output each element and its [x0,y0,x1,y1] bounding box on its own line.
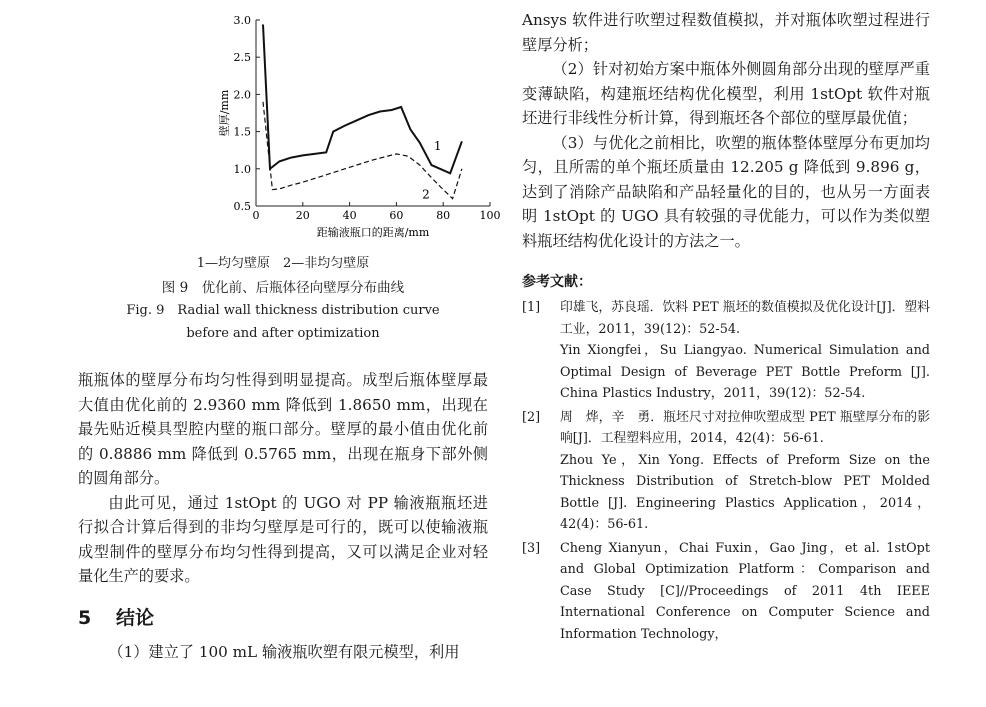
references-title: 参考文献： [522,274,592,290]
x-tick-label: 0 [252,209,260,222]
left-paragraph-2: 由此可见，通过 1stOpt 的 UGO 对 PP 输液瓶瓶坯进行拟合计算后得到的非均匀壁厚是可行的，既可以使输液瓶成型制件的壁厚分布均匀性得到提高，又可以满足企业对轻量化生产的要求。 [78,493,488,585]
figure-caption-cn: 图 9 优化前、后瓶体径向壁厚分布曲线 [161,280,405,296]
reference-item [522,407,930,536]
figure-caption-en-2: before and after optimization [186,326,380,341]
x-tick-label: 20 [295,209,310,222]
x-axis-label: 距输液瓶口的距离/mm [316,226,430,238]
left-paragraph-3: （1）建立了 100 mL 输液瓶吹塑有限元模型，利用 [108,642,460,661]
y-tick-label: 1.5 [233,125,251,139]
references-list [522,297,930,645]
reference-text: Yin Xiongfei，Su Liangyao. Numerical Simulation and Optimal Design of Beverage PET Bottle Preform [J]. China Plastics Industry，2011，39(12)：52-54. [560,343,930,401]
reference-body [560,538,930,646]
series-2-annotation: 2 [422,187,430,202]
left-paragraph-1: 瓶瓶体的壁厚分布均匀性得到明显提高。成型后瓶体壁厚最大值由优化前的 2.9360 mm 降低到 1.8650 mm，出现在最先贴近模具型腔内壁的瓶口部分。壁厚的最小值由优化前的 0.8886 mm 降低到 0.5765 mm，出现在瓶身下部外侧的圆角部分。 [78,371,488,487]
section-title: 结论 [116,606,155,629]
x-tick-label: 80 [436,209,451,222]
right-paragraph-1: Ansys 软件进行吹塑过程数值模拟，并对瓶体吹塑过程进行壁厚分析； [522,11,930,54]
reference-text: 周 烨，辛 勇．瓶坯尺寸对拉伸吹塑成型 PET 瓶壁厚分布的影响[J]．工程塑料应用，2014，42(4)：56-61. [560,409,930,446]
y-tick-label: 3.0 [233,14,251,27]
right-paragraph-2: （2）针对初始方案中瓶体外侧圆角部分出现的壁厚严重变薄缺陷，构建瓶坯结构优化模型，利用 1stOpt 软件对瓶坯进行非线性分析计算，得到瓶坯各个部位的壁厚最优值； [522,60,930,127]
reference-number: [3] [522,540,541,556]
x-tick-label: 40 [342,209,357,222]
figure-9 [78,0,501,350]
series-1-line [263,25,462,174]
reference-item [522,538,930,646]
reference-item [522,297,930,405]
y-tick-label: 1.0 [233,162,251,176]
y-tick-label: 2.0 [233,88,251,102]
reference-body [560,407,930,536]
series-2-line [263,102,462,199]
series-1-annotation: 1 [433,139,442,154]
thickness-chart [178,8,508,238]
reference-body [560,297,930,405]
section-heading [78,603,488,630]
chart-series [263,25,462,199]
figure-legend: 1—均匀壁原 2—非均匀壁原 [196,256,370,271]
reference-text: Cheng Xianyun，Chai Fuxin，Gao Jing，et al. 1stOpt and Global Optimization Platform：Comparison and Case Study [C]//Proceedings of 2011 4th IEEE International Conference on Computer Science and Information Technology， [560,540,930,642]
section-number: 5 [78,606,92,629]
reference-text: 印雄飞，苏良瑶．饮料 PET 瓶坯的数值模拟及优化设计[J]．塑料工业，2011，39(12)：52-54. [560,300,930,337]
figure-caption-en-1: Fig. 9 Radial wall thickness distribution curve [126,303,440,318]
chart-ticks [234,14,501,222]
right-paragraph-3: （3）与优化之前相比，吹塑的瓶体整体壁厚分布更加均匀，且所需的单个瓶坯质量由 12.205 g 降低到 9.896 g，达到了消除产品缺陷和产品轻量化的目的，也从另一方面表明 1stOpt 的 UGO 具有较强的寻优能力，可以作为类似塑料瓶坯结构优化设计的方法之一。 [522,133,930,250]
x-tick-label: 60 [389,209,404,222]
reference-number: [1] [522,300,541,315]
y-tick-label: 0.5 [233,200,251,213]
y-tick-label: 2.5 [233,51,251,65]
right-column [522,0,930,647]
left-column [78,0,501,664]
y-axis-label: 壁厚/mm [218,89,231,137]
x-tick-label: 100 [479,209,501,222]
reference-number: [2] [522,409,541,425]
reference-text: Zhou Ye，Xin Yong. Effects of Preform Size on the Thickness Distribution of Stretch-blow PET Molded Bottle [J]. Engineering Plastics Application，2014，42(4)：56-61. [560,452,930,532]
